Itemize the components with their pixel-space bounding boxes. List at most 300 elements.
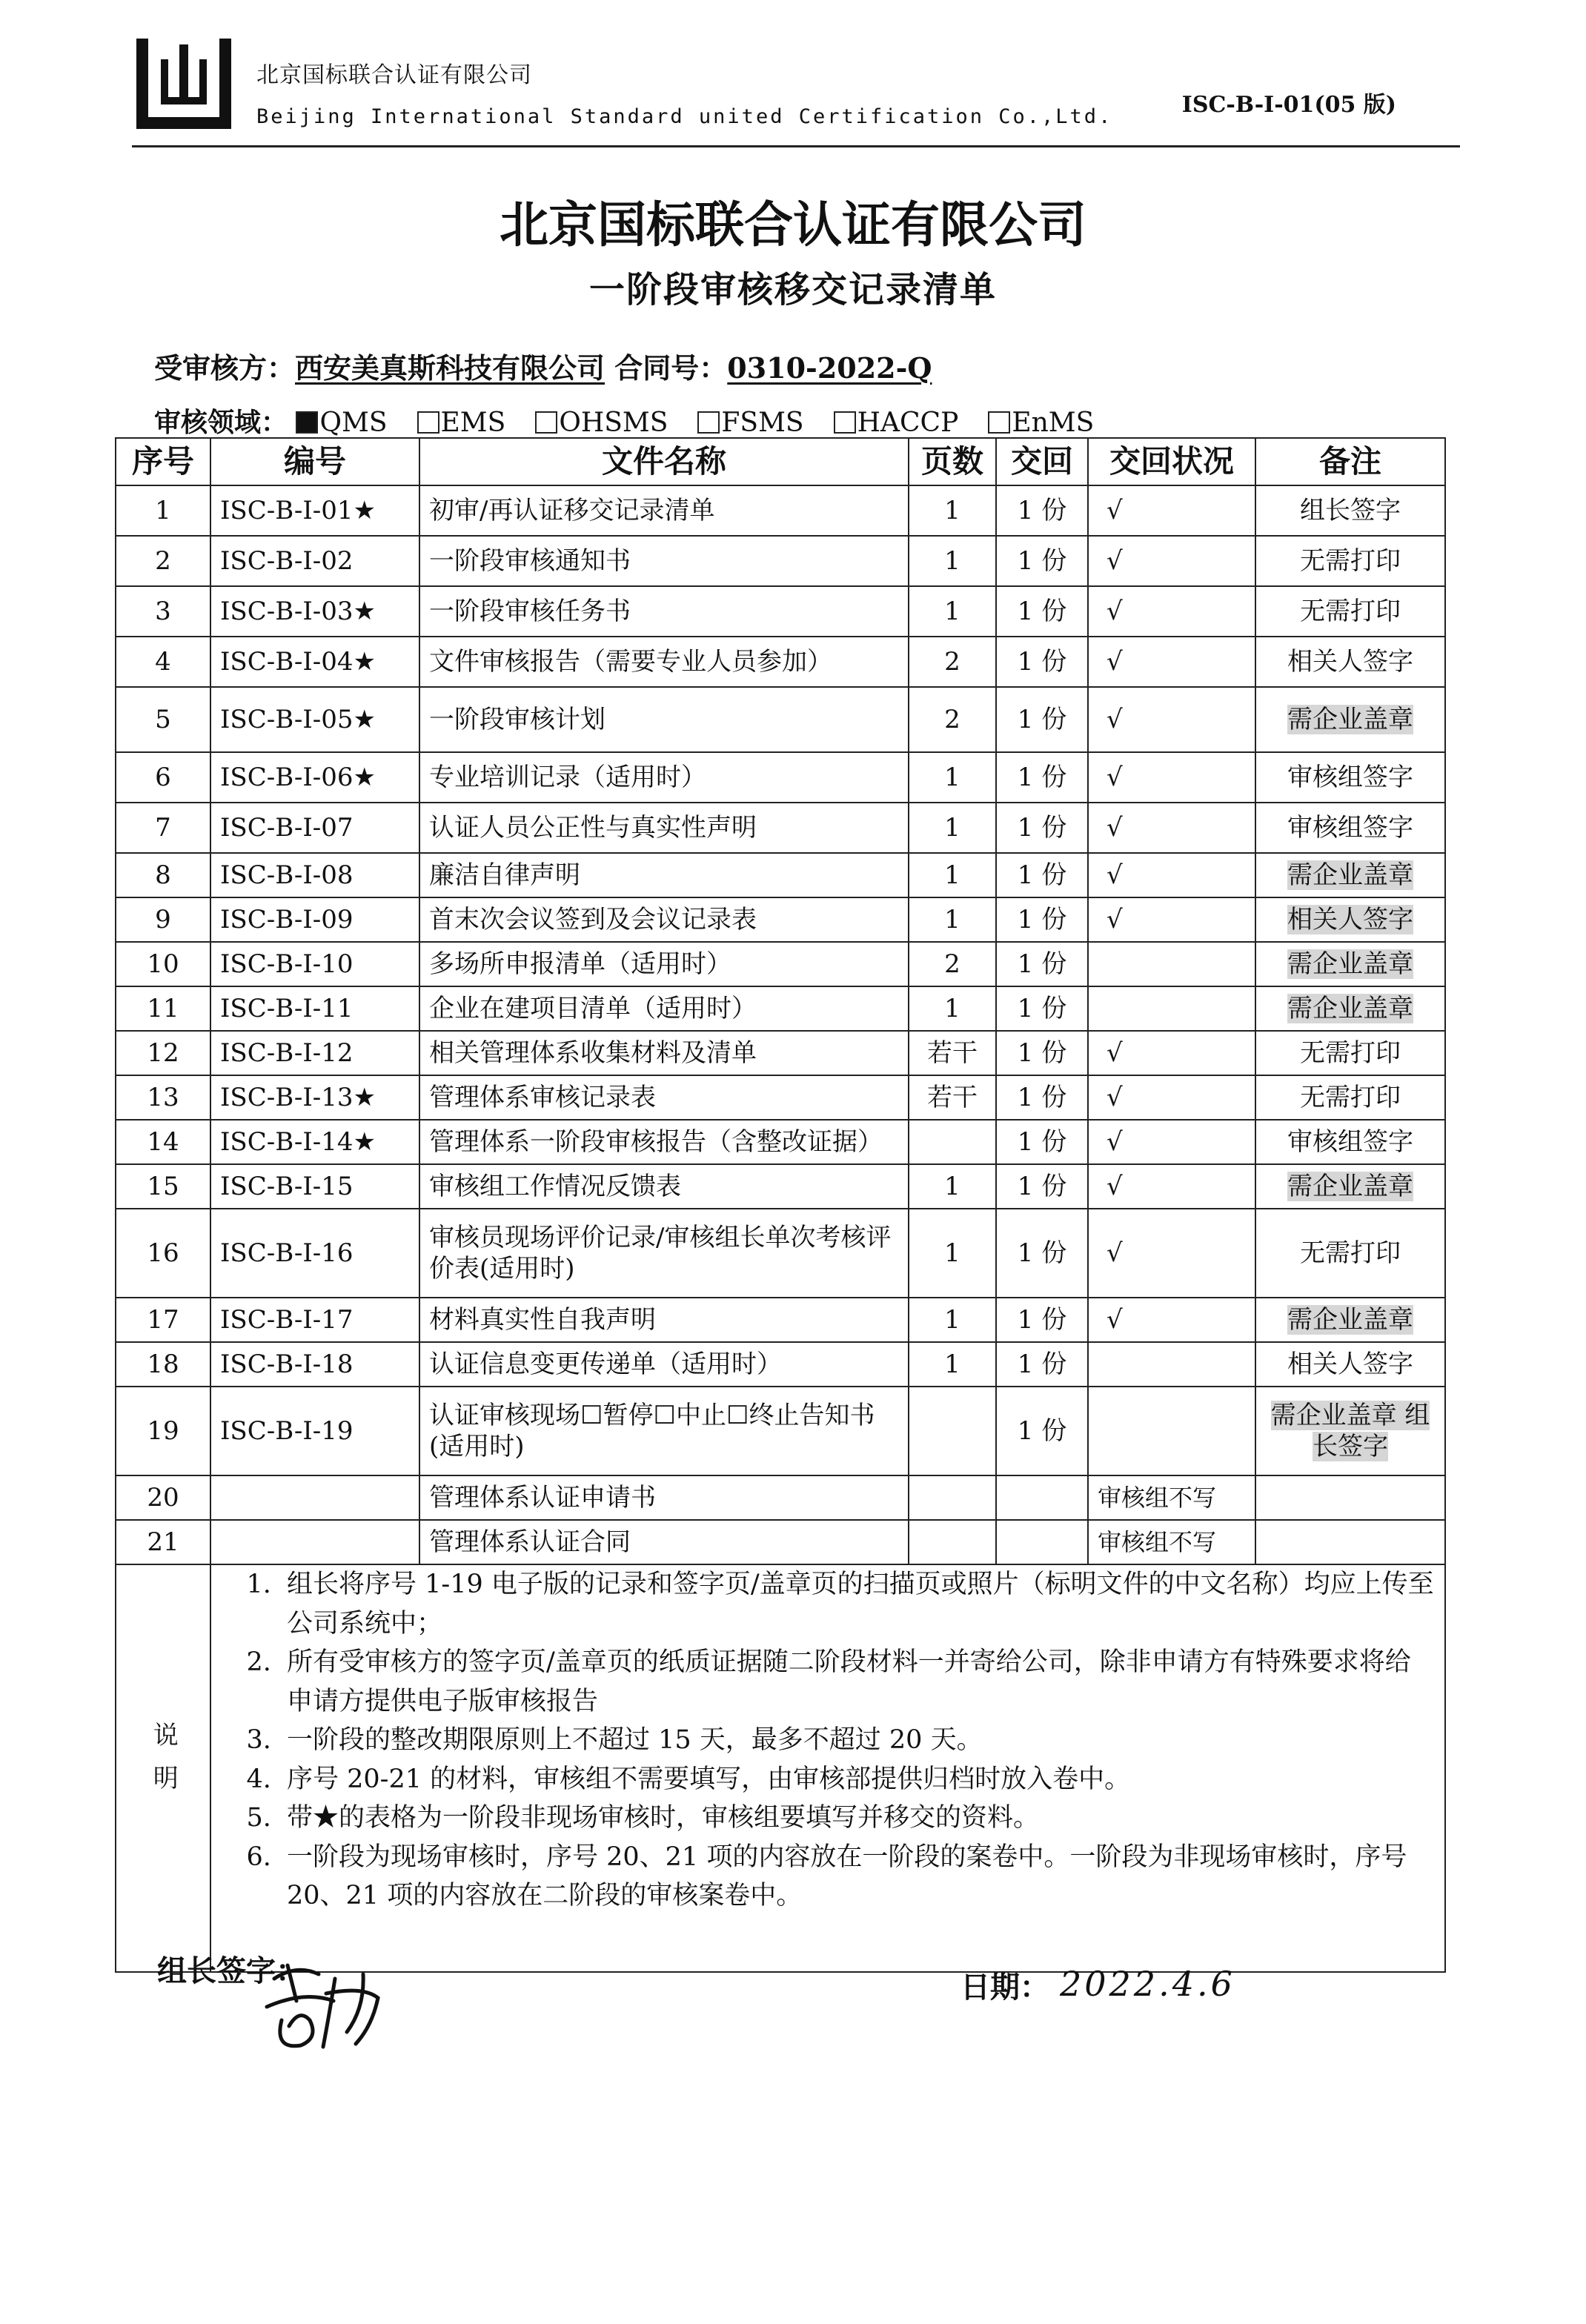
document-subtitle: 一阶段审核移交记录清单 bbox=[588, 269, 997, 311]
audit-domain-line bbox=[154, 402, 1124, 439]
row-returned bbox=[996, 1298, 1088, 1342]
row-code-text: ISC-B-I-16 bbox=[220, 1238, 354, 1268]
unchecked-box-icon bbox=[988, 411, 1010, 434]
row-status-text: √ bbox=[1106, 1082, 1123, 1112]
row-name-text: 管理体系认证申请书 bbox=[429, 1482, 656, 1513]
row-name bbox=[419, 986, 909, 1031]
header-remark: 备注 bbox=[1255, 438, 1445, 485]
row-status-text: √ bbox=[1106, 704, 1123, 734]
row-remark-text: 审核组签字 bbox=[1287, 762, 1413, 792]
row-no bbox=[116, 485, 210, 536]
row-status bbox=[1088, 1475, 1255, 1520]
row-no bbox=[116, 1120, 210, 1164]
row-remark-text: 审核组签字 bbox=[1287, 1126, 1413, 1157]
row-remark bbox=[1255, 1387, 1445, 1475]
row-name-text: 一阶段审核任务书 bbox=[429, 596, 631, 626]
table-header-row bbox=[116, 438, 1445, 485]
domain-option-label: HACCP bbox=[857, 408, 959, 438]
audit-domain-options bbox=[296, 408, 1124, 438]
row-name-text: 廉洁自律声明 bbox=[429, 860, 580, 890]
row-status bbox=[1088, 752, 1255, 803]
row-pages bbox=[909, 1387, 996, 1475]
row-no-text: 4 bbox=[155, 646, 171, 677]
row-name bbox=[419, 1164, 909, 1209]
row-code bbox=[210, 1209, 419, 1298]
domain-option-label: OHSMS bbox=[559, 408, 668, 438]
row-returned bbox=[996, 687, 1088, 752]
row-returned bbox=[996, 1120, 1088, 1164]
row-name-text: 首末次会议签到及会议记录表 bbox=[429, 904, 757, 934]
table-row bbox=[116, 536, 1445, 586]
header-status: 交回状况 bbox=[1088, 438, 1255, 485]
table-row bbox=[116, 853, 1445, 897]
row-no bbox=[116, 1031, 210, 1075]
row-remark bbox=[1255, 897, 1445, 942]
row-remark bbox=[1255, 853, 1445, 897]
row-no bbox=[116, 1298, 210, 1342]
row-name bbox=[419, 853, 909, 897]
row-no bbox=[116, 687, 210, 752]
note-item: 6. 一阶段为现场审核时，序号 20、21 项的内容放在一阶段的案卷中。一阶段为非现场审核时，序号 20、21 项的内容放在二阶段的审核案卷中。 bbox=[279, 1838, 1436, 1916]
row-pages bbox=[909, 687, 996, 752]
row-remark-text: 组长签字 bbox=[1300, 495, 1401, 525]
row-pages bbox=[909, 1120, 996, 1164]
row-remark-text: 需企业盖章 组长签字 bbox=[1270, 1400, 1430, 1461]
header-no: 序号 bbox=[116, 438, 210, 485]
row-no bbox=[116, 803, 210, 853]
notes-label bbox=[116, 1564, 210, 1972]
table-row bbox=[116, 1209, 1445, 1298]
row-pages-text: 2 bbox=[944, 949, 960, 979]
row-returned bbox=[996, 1075, 1088, 1120]
row-status-text: √ bbox=[1106, 812, 1123, 843]
table-row bbox=[116, 1298, 1445, 1342]
table-row bbox=[116, 1164, 1445, 1209]
row-code bbox=[210, 1298, 419, 1342]
header-divider bbox=[132, 145, 1460, 147]
row-status bbox=[1088, 853, 1255, 897]
row-no-text: 17 bbox=[147, 1304, 179, 1335]
row-name bbox=[419, 1520, 909, 1564]
row-status bbox=[1088, 1342, 1255, 1387]
table-row bbox=[116, 1031, 1445, 1075]
row-no-text: 7 bbox=[155, 812, 171, 843]
row-code-text: ISC-B-I-19 bbox=[220, 1415, 354, 1446]
row-code-text: ISC-B-I-15 bbox=[220, 1171, 354, 1201]
company-name-cn: 北京国标联合认证有限公司 bbox=[256, 62, 532, 88]
row-remark bbox=[1255, 752, 1445, 803]
row-returned-text: 1 份 bbox=[1017, 1038, 1067, 1068]
table-row bbox=[116, 1120, 1445, 1164]
row-remark-text: 需企业盖章 bbox=[1287, 993, 1413, 1023]
row-code bbox=[210, 637, 419, 687]
row-pages bbox=[909, 853, 996, 897]
row-name-text: 多场所申报清单（适用时） bbox=[429, 949, 731, 979]
row-status-text: √ bbox=[1106, 545, 1123, 576]
row-status bbox=[1088, 1298, 1255, 1342]
row-name-text: 审核组工作情况反馈表 bbox=[429, 1171, 681, 1201]
row-no-text: 12 bbox=[147, 1038, 179, 1068]
row-status bbox=[1088, 1031, 1255, 1075]
unchecked-box-icon bbox=[834, 411, 856, 434]
contract-value: 0310-2022-Q bbox=[727, 351, 932, 385]
unchecked-box-icon bbox=[417, 411, 439, 434]
row-pages bbox=[909, 986, 996, 1031]
row-no-text: 13 bbox=[147, 1082, 179, 1112]
row-returned bbox=[996, 1342, 1088, 1387]
row-no bbox=[116, 586, 210, 637]
row-name bbox=[419, 1075, 909, 1120]
row-returned bbox=[996, 1387, 1088, 1475]
notes-list bbox=[220, 1565, 1436, 1916]
row-name bbox=[419, 687, 909, 752]
domain-option-label: FSMS bbox=[721, 408, 804, 438]
row-pages-text: 1 bbox=[944, 545, 960, 576]
notes-label-text: 说明 bbox=[148, 1721, 179, 1807]
row-no-text: 10 bbox=[147, 949, 179, 979]
row-name-text: 审核员现场评价记录/审核组长单次考核评价表(适用时) bbox=[429, 1222, 892, 1284]
row-pages bbox=[909, 1298, 996, 1342]
row-remark bbox=[1255, 586, 1445, 637]
auditee-line bbox=[154, 345, 932, 386]
row-status bbox=[1088, 986, 1255, 1031]
row-code-text: ISC-B-I-02 bbox=[220, 545, 354, 576]
row-status bbox=[1088, 687, 1255, 752]
row-pages bbox=[909, 1520, 996, 1564]
row-returned bbox=[996, 986, 1088, 1031]
row-pages bbox=[909, 1209, 996, 1298]
row-no-text: 14 bbox=[147, 1126, 179, 1157]
row-pages bbox=[909, 1075, 996, 1120]
row-code bbox=[210, 536, 419, 586]
note-item: 1. 组长将序号 1-19 电子版的记录和签字页/盖章页的扫描页或照片（标明文件的中文名称）均应上传至公司系统中； bbox=[279, 1565, 1436, 1643]
document-code: ISC-B-I-01(05 版) bbox=[1181, 92, 1396, 118]
row-status-text: √ bbox=[1106, 1126, 1123, 1157]
row-no bbox=[116, 1075, 210, 1120]
row-no-text: 20 bbox=[147, 1482, 179, 1513]
row-name bbox=[419, 536, 909, 586]
row-pages bbox=[909, 897, 996, 942]
row-status-text: √ bbox=[1106, 762, 1123, 792]
row-name-text: 管理体系一阶段审核报告（含整改证据） bbox=[429, 1126, 883, 1157]
row-no-text: 11 bbox=[147, 993, 179, 1023]
row-pages-text: 1 bbox=[944, 860, 960, 890]
row-remark bbox=[1255, 1475, 1445, 1520]
row-name bbox=[419, 485, 909, 536]
row-no bbox=[116, 1387, 210, 1475]
row-remark-text: 无需打印 bbox=[1300, 596, 1401, 626]
row-no-text: 15 bbox=[147, 1171, 179, 1201]
domain-option-enms bbox=[988, 408, 1094, 438]
row-remark bbox=[1255, 1520, 1445, 1564]
row-no bbox=[116, 1475, 210, 1520]
row-remark bbox=[1255, 803, 1445, 853]
date-label: 日期： bbox=[960, 1970, 1049, 2005]
notes-cell bbox=[210, 1564, 1445, 1972]
row-remark bbox=[1255, 942, 1445, 986]
row-name bbox=[419, 897, 909, 942]
row-status-text: 审核组不写 bbox=[1098, 1484, 1217, 1512]
row-name-text: 材料真实性自我声明 bbox=[429, 1304, 656, 1335]
row-name bbox=[419, 1342, 909, 1387]
note-item: 3. 一阶段的整改期限原则上不超过 15 天，最多不超过 20 天。 bbox=[279, 1721, 1436, 1760]
row-remark-text: 无需打印 bbox=[1300, 1238, 1401, 1268]
auditee-value: 西安美真斯科技有限公司 bbox=[295, 351, 605, 385]
row-remark bbox=[1255, 986, 1445, 1031]
row-returned-text: 1 份 bbox=[1017, 1238, 1067, 1268]
row-code bbox=[210, 897, 419, 942]
row-status-text: √ bbox=[1106, 1038, 1123, 1068]
row-code bbox=[210, 986, 419, 1031]
row-no bbox=[116, 853, 210, 897]
row-remark-text: 无需打印 bbox=[1300, 545, 1401, 576]
domain-option-haccp bbox=[834, 408, 959, 438]
row-returned bbox=[996, 637, 1088, 687]
row-remark bbox=[1255, 1209, 1445, 1298]
row-name-text: 文件审核报告（需要专业人员参加） bbox=[429, 646, 832, 677]
row-remark bbox=[1255, 1075, 1445, 1120]
row-no bbox=[116, 1520, 210, 1564]
row-no-text: 6 bbox=[155, 762, 171, 792]
row-returned-text: 1 份 bbox=[1017, 812, 1067, 843]
row-name bbox=[419, 803, 909, 853]
row-no bbox=[116, 536, 210, 586]
document-title: 北京国标联合认证有限公司 bbox=[500, 196, 1086, 253]
row-status-text: √ bbox=[1106, 646, 1123, 677]
row-no-text: 5 bbox=[155, 704, 171, 734]
row-code bbox=[210, 1475, 419, 1520]
row-no bbox=[116, 637, 210, 687]
domain-option-label: QMS bbox=[319, 408, 388, 438]
date-value: 2022.4.6 bbox=[1060, 1964, 1235, 2004]
row-no-text: 21 bbox=[147, 1527, 179, 1557]
header-pages: 页数 bbox=[909, 438, 996, 485]
table-row bbox=[116, 803, 1445, 853]
row-status bbox=[1088, 1075, 1255, 1120]
row-code-text: ISC-B-I-14★ bbox=[220, 1126, 376, 1157]
row-pages bbox=[909, 1164, 996, 1209]
row-returned bbox=[996, 752, 1088, 803]
row-pages-text: 1 bbox=[944, 596, 960, 626]
row-no bbox=[116, 1342, 210, 1387]
row-remark bbox=[1255, 1342, 1445, 1387]
row-returned-text: 1 份 bbox=[1017, 646, 1067, 677]
row-no-text: 3 bbox=[155, 596, 171, 626]
row-status bbox=[1088, 485, 1255, 536]
row-status bbox=[1088, 536, 1255, 586]
row-returned bbox=[996, 1164, 1088, 1209]
row-pages-text: 若干 bbox=[927, 1082, 978, 1112]
row-remark bbox=[1255, 485, 1445, 536]
unchecked-box-icon bbox=[697, 411, 720, 434]
domain-option-qms bbox=[296, 408, 387, 438]
header-code: 编号 bbox=[210, 438, 419, 485]
row-returned bbox=[996, 1209, 1088, 1298]
row-name-text: 管理体系认证合同 bbox=[429, 1527, 631, 1557]
team-leader-signature bbox=[252, 1949, 430, 2060]
table-row bbox=[116, 1475, 1445, 1520]
table-body bbox=[116, 485, 1445, 1564]
row-code bbox=[210, 853, 419, 897]
row-status-text: √ bbox=[1106, 904, 1123, 934]
row-no bbox=[116, 986, 210, 1031]
row-name-text: 管理体系审核记录表 bbox=[429, 1082, 656, 1112]
row-name-text: 一阶段审核计划 bbox=[429, 704, 605, 734]
row-status-text: √ bbox=[1106, 1238, 1123, 1268]
row-pages-text: 1 bbox=[944, 1304, 960, 1335]
row-pages-text: 1 bbox=[944, 812, 960, 843]
row-returned-text: 1 份 bbox=[1017, 545, 1067, 576]
row-no-text: 16 bbox=[147, 1238, 179, 1268]
table-row bbox=[116, 986, 1445, 1031]
table-row bbox=[116, 637, 1445, 687]
row-returned-text: 1 份 bbox=[1017, 1126, 1067, 1157]
row-status bbox=[1088, 942, 1255, 986]
row-code-text: ISC-B-I-11 bbox=[220, 993, 354, 1023]
row-code bbox=[210, 1031, 419, 1075]
row-status bbox=[1088, 1120, 1255, 1164]
table-row bbox=[116, 752, 1445, 803]
row-name-text: 认证审核现场☐暂停☐中止☐终止告知书(适用时) bbox=[429, 1400, 875, 1461]
row-remark-text: 需企业盖章 bbox=[1287, 704, 1413, 734]
row-status-text: 审核组不写 bbox=[1098, 1528, 1217, 1556]
row-code bbox=[210, 1387, 419, 1475]
row-no-text: 9 bbox=[155, 904, 171, 934]
row-pages bbox=[909, 536, 996, 586]
row-status bbox=[1088, 803, 1255, 853]
row-returned-text: 1 份 bbox=[1017, 1082, 1067, 1112]
table-row bbox=[116, 1520, 1445, 1564]
row-pages-text: 1 bbox=[944, 904, 960, 934]
row-status-text: √ bbox=[1106, 495, 1123, 525]
row-returned-text: 1 份 bbox=[1017, 495, 1067, 525]
row-code-text: ISC-B-I-06★ bbox=[220, 762, 376, 792]
row-status-text: √ bbox=[1106, 1171, 1123, 1201]
row-code-text: ISC-B-I-07 bbox=[220, 812, 354, 843]
row-pages-text: 若干 bbox=[927, 1038, 978, 1068]
row-returned-text: 1 份 bbox=[1017, 596, 1067, 626]
row-pages-text: 1 bbox=[944, 993, 960, 1023]
row-remark bbox=[1255, 687, 1445, 752]
table-row bbox=[116, 687, 1445, 752]
row-code-text: ISC-B-I-09 bbox=[220, 904, 354, 934]
row-name-text: 一阶段审核通知书 bbox=[429, 545, 631, 576]
row-pages-text: 2 bbox=[944, 646, 960, 677]
row-returned bbox=[996, 1475, 1088, 1520]
note-item: 4. 序号 20-21 的材料，审核组不需要填写，由审核部提供归档时放入卷中。 bbox=[279, 1760, 1436, 1799]
row-code-text: ISC-B-I-12 bbox=[220, 1038, 354, 1068]
row-name-text: 初审/再认证移交记录清单 bbox=[429, 495, 715, 525]
row-code-text: ISC-B-I-18 bbox=[220, 1349, 354, 1379]
row-name bbox=[419, 752, 909, 803]
row-name bbox=[419, 1298, 909, 1342]
row-returned bbox=[996, 897, 1088, 942]
row-code-text: ISC-B-I-01★ bbox=[220, 495, 376, 525]
table-row bbox=[116, 485, 1445, 536]
row-remark-text: 需企业盖章 bbox=[1287, 1171, 1413, 1201]
row-returned-text: 1 份 bbox=[1017, 704, 1067, 734]
row-code bbox=[210, 942, 419, 986]
row-remark-text: 相关人签字 bbox=[1287, 1349, 1413, 1379]
row-remark-text: 审核组签字 bbox=[1287, 812, 1413, 843]
row-remark bbox=[1255, 1164, 1445, 1209]
row-code bbox=[210, 1120, 419, 1164]
team-leader-sign-label: 组长签字： bbox=[157, 1953, 305, 1988]
row-pages bbox=[909, 1475, 996, 1520]
row-returned-text: 1 份 bbox=[1017, 1349, 1067, 1379]
row-remark-text: 无需打印 bbox=[1300, 1082, 1401, 1112]
row-no bbox=[116, 752, 210, 803]
row-status bbox=[1088, 1520, 1255, 1564]
row-code bbox=[210, 586, 419, 637]
row-name-text: 认证人员公正性与真实性声明 bbox=[429, 812, 757, 843]
row-remark bbox=[1255, 1298, 1445, 1342]
row-remark-text: 相关人签字 bbox=[1287, 904, 1413, 934]
row-pages-text: 1 bbox=[944, 1349, 960, 1379]
row-returned-text: 1 份 bbox=[1017, 1304, 1067, 1335]
row-returned-text: 1 份 bbox=[1017, 860, 1067, 890]
domain-option-ohsms bbox=[535, 408, 668, 438]
row-returned-text: 1 份 bbox=[1017, 1171, 1067, 1201]
row-pages bbox=[909, 586, 996, 637]
table-row bbox=[116, 942, 1445, 986]
row-no bbox=[116, 1209, 210, 1298]
row-returned bbox=[996, 536, 1088, 586]
row-name-text: 认证信息变更传递单（适用时） bbox=[429, 1349, 782, 1379]
row-returned-text: 1 份 bbox=[1017, 762, 1067, 792]
row-name bbox=[419, 586, 909, 637]
row-code-text: ISC-B-I-17 bbox=[220, 1304, 354, 1335]
table-row bbox=[116, 897, 1445, 942]
audit-domain-label: 审核领域： bbox=[154, 407, 288, 438]
row-pages-text: 1 bbox=[944, 1171, 960, 1201]
row-remark-text: 需企业盖章 bbox=[1287, 949, 1413, 979]
row-no bbox=[116, 1164, 210, 1209]
row-code bbox=[210, 1164, 419, 1209]
company-name-en: Beijing International Standard united Certification Co.,Ltd. bbox=[256, 105, 1113, 128]
row-code-text: ISC-B-I-05★ bbox=[220, 704, 376, 734]
notes-row bbox=[116, 1564, 1445, 1972]
row-name-text: 相关管理体系收集材料及清单 bbox=[429, 1038, 757, 1068]
row-code bbox=[210, 803, 419, 853]
row-returned bbox=[996, 942, 1088, 986]
row-pages-text: 1 bbox=[944, 495, 960, 525]
row-status-text: √ bbox=[1106, 860, 1123, 890]
domain-option-ems bbox=[417, 408, 506, 438]
row-remark-text: 需企业盖章 bbox=[1287, 860, 1413, 890]
row-returned-text: 1 份 bbox=[1017, 993, 1067, 1023]
row-returned bbox=[996, 853, 1088, 897]
row-status bbox=[1088, 1387, 1255, 1475]
row-code bbox=[210, 687, 419, 752]
auditee-label: 受审核方： bbox=[154, 351, 296, 385]
row-returned bbox=[996, 1031, 1088, 1075]
row-pages bbox=[909, 942, 996, 986]
row-code bbox=[210, 752, 419, 803]
row-name bbox=[419, 1120, 909, 1164]
row-no bbox=[116, 942, 210, 986]
row-returned bbox=[996, 485, 1088, 536]
company-logo-icon bbox=[132, 30, 236, 133]
domain-option-label: EMS bbox=[440, 408, 506, 438]
domain-option-label: EnMS bbox=[1012, 408, 1095, 438]
row-status bbox=[1088, 897, 1255, 942]
note-item: 2. 所有受审核方的签字页/盖章页的纸质证据随二阶段材料一并寄给公司，除非申请方有特殊要求将给申请方提供电子版审核报告 bbox=[279, 1643, 1436, 1721]
row-pages bbox=[909, 1031, 996, 1075]
row-pages-text: 1 bbox=[944, 1238, 960, 1268]
note-item: 5. 带★的表格为一阶段非现场审核时，审核组要填写并移交的资料。 bbox=[279, 1799, 1436, 1838]
row-code bbox=[210, 485, 419, 536]
